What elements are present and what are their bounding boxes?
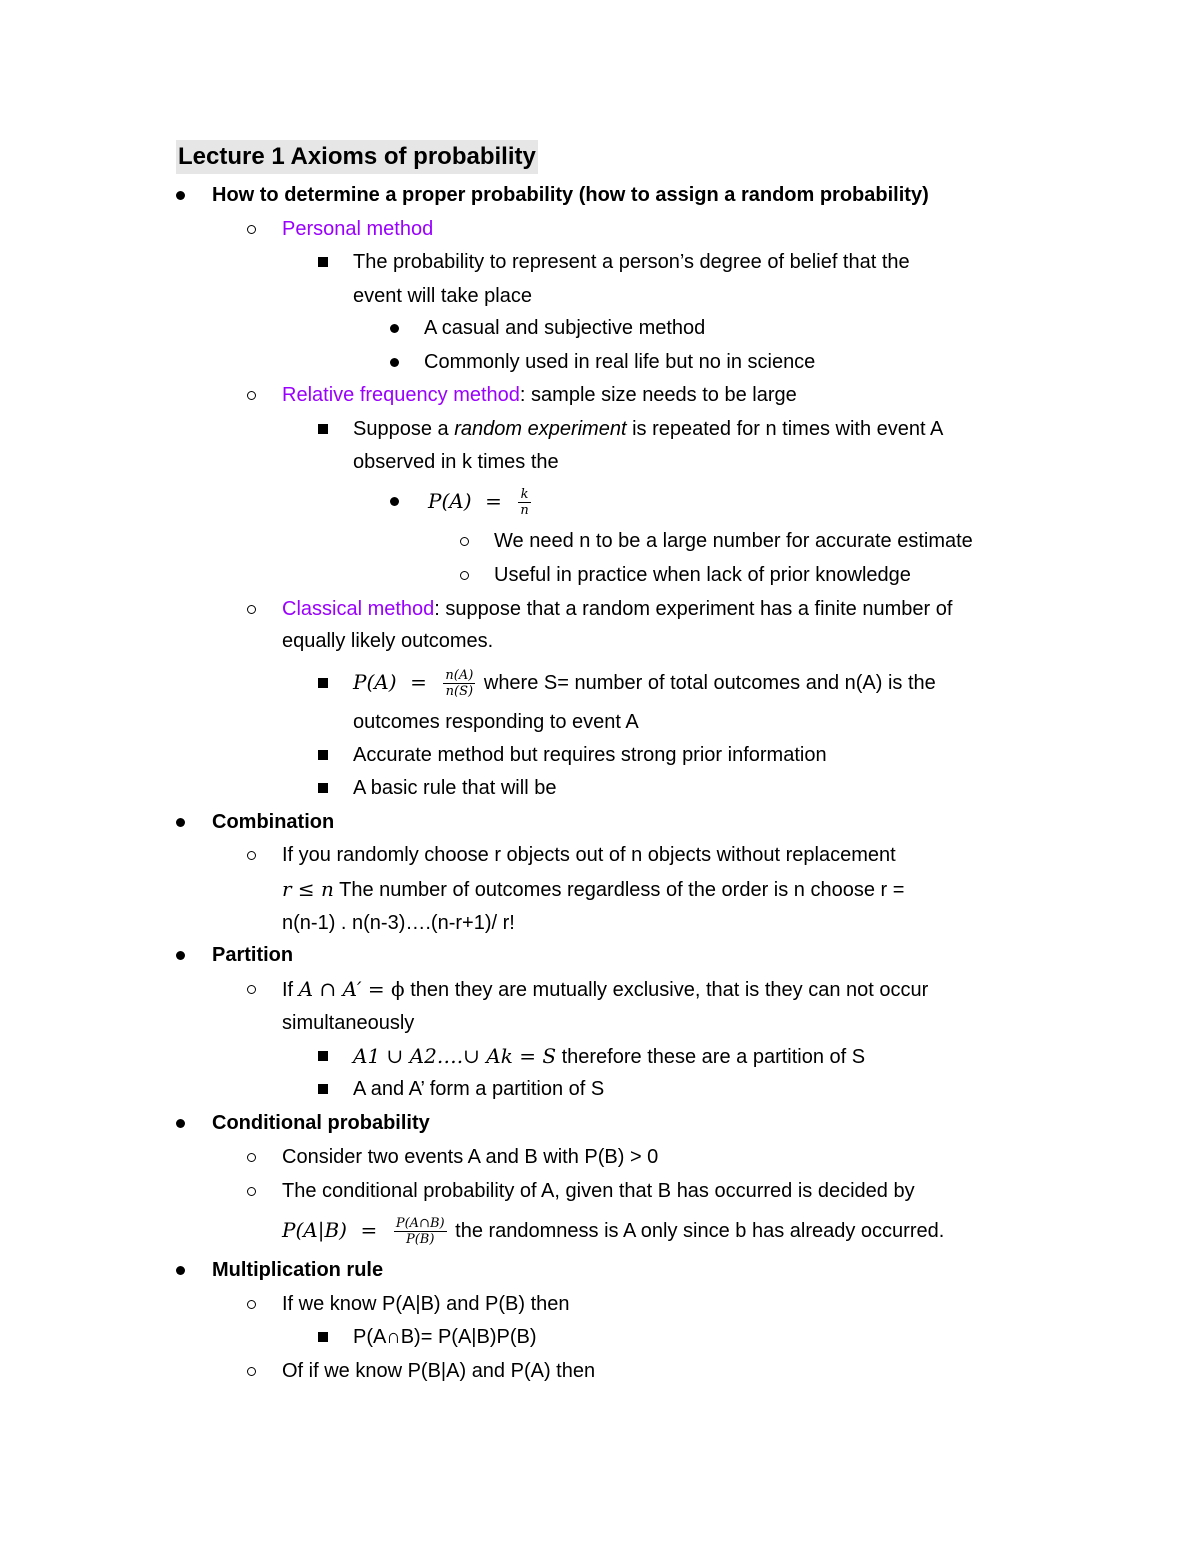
classical-method-rest: : suppose that a random experiment has a finite number of — [434, 598, 953, 620]
fraction-numerator: k — [518, 487, 530, 503]
relative-note2: Useful in practice when lack of prior knowledge — [494, 564, 911, 586]
bullet-circle — [247, 596, 256, 622]
relative-desc-text-a: Suppose a — [353, 418, 455, 440]
combination-math: r ≤ n — [282, 877, 334, 901]
personal-desc-line2: event will take place — [353, 285, 532, 307]
classical-method-line2: equally likely outcomes. — [282, 630, 494, 652]
relative-method-label: Relative frequency method — [282, 384, 520, 406]
classical-formula-text: where S= number of total outcomes and n(A) is the — [478, 672, 936, 694]
classical-formula-line2: outcomes responding to event A — [353, 711, 639, 733]
formula-lhs: P(A) — [353, 670, 397, 694]
section-heading-proper-probability: How to determine a proper probability (how to assign a random probability) — [212, 184, 929, 206]
bullet-circle — [460, 528, 469, 554]
bullet-circle — [247, 1178, 256, 1204]
conditional-item1: Consider two events A and B with P(B) > 0 — [282, 1146, 659, 1168]
partition-line1 — [282, 976, 928, 1003]
page-title: Lecture 1 Axioms of probability — [176, 140, 538, 174]
personal-sub2: Commonly used in real life but no in science — [424, 351, 816, 373]
bullet-square — [318, 1043, 328, 1069]
relative-formula — [428, 480, 534, 523]
classical-formula-line — [353, 661, 936, 704]
multiplication-item2: Of if we know P(B|A) and P(A) then — [282, 1360, 596, 1382]
bullet-circle — [247, 842, 256, 868]
fraction-numerator: n(A) — [445, 668, 474, 684]
bullet-disc — [176, 1257, 185, 1283]
relative-method-line — [282, 382, 797, 408]
classical-item3: A basic rule that will be — [353, 777, 557, 799]
fraction-denominator: P(B) — [405, 1232, 435, 1248]
classical-method-label: Classical method — [282, 598, 435, 620]
bullet-square — [318, 249, 328, 275]
formula-fraction — [518, 487, 530, 518]
multiplication-item1: If we know P(A|B) and P(B) then — [282, 1293, 570, 1315]
conditional-item2: The conditional probability of A, given that B has occurred is decided by — [282, 1180, 915, 1202]
relative-desc-line1 — [353, 416, 943, 442]
fraction-denominator: n — [520, 503, 529, 519]
bullet-circle — [247, 1358, 256, 1384]
section-heading-partition: Partition — [212, 944, 294, 966]
personal-sub1: A casual and subjective method — [424, 317, 706, 339]
partition-line2: simultaneously — [282, 1012, 415, 1034]
combination-line1: If you randomly choose r objects out of n objects without replacement — [282, 844, 896, 866]
conditional-formula-line — [282, 1208, 944, 1253]
partition-item2: A and A’ form a partition of S — [353, 1078, 605, 1100]
formula-lhs: P(A) — [428, 489, 472, 513]
formula-equals: = — [485, 489, 502, 513]
bullet-disc — [176, 1110, 185, 1136]
partition-item1-rest: therefore these are a partition of S — [556, 1046, 866, 1068]
bullet-circle — [247, 382, 256, 408]
bullet-disc — [390, 349, 399, 375]
relative-desc-line2: observed in k times the — [353, 451, 559, 473]
bullet-circle — [247, 1144, 256, 1170]
fraction-denominator: n(S) — [445, 684, 474, 700]
formula-fraction — [394, 1216, 447, 1247]
conditional-formula-text: the randomness is A only since b has already occurred. — [449, 1220, 945, 1242]
personal-desc-line1: The probability to represent a person’s degree of belief that the — [353, 251, 910, 273]
bullet-square — [318, 1324, 328, 1350]
combination-line2 — [282, 876, 904, 903]
bullet-square — [318, 670, 328, 696]
bullet-square — [318, 742, 328, 768]
section-heading-combination: Combination — [212, 811, 335, 833]
partition-line1-rest: then they are mutually exclusive, that is they can not occur — [404, 979, 929, 1001]
classical-item2: Accurate method but requires strong prior information — [353, 744, 827, 766]
partition-phi: ϕ — [384, 977, 405, 1001]
bullet-circle — [247, 216, 256, 242]
bullet-disc — [176, 942, 185, 968]
bullet-square — [318, 775, 328, 801]
formula-fraction — [443, 668, 475, 699]
formula-lhs: P(A|B) — [282, 1218, 347, 1242]
bullet-circle — [247, 1291, 256, 1317]
combination-text: The number of outcomes regardless of the order is n choose r = — [333, 879, 905, 901]
bullet-disc — [176, 182, 185, 208]
relative-desc-italic: random experiment — [454, 418, 627, 440]
relative-method-rest: : sample size needs to be large — [519, 384, 797, 406]
partition-item1 — [353, 1043, 865, 1070]
multiplication-item1-sub: P(A∩B)= P(A|B)P(B) — [353, 1326, 537, 1348]
bullet-disc — [390, 488, 399, 514]
bullet-disc — [176, 809, 185, 835]
partition-math: A ∩ A′ = — [298, 977, 385, 1001]
bullet-circle — [460, 562, 469, 588]
relative-desc-text-b: is repeated for n times with event A — [626, 418, 944, 440]
combination-line3: n(n-1) . n(n-3)….(n-r+1)/ r! — [282, 912, 515, 934]
bullet-square — [318, 1076, 328, 1102]
section-heading-multiplication: Multiplication rule — [212, 1259, 384, 1281]
formula-equals: = — [410, 670, 427, 694]
section-heading-conditional: Conditional probability — [212, 1112, 430, 1134]
fraction-numerator: P(A∩B) — [395, 1216, 445, 1232]
bullet-square — [318, 416, 328, 442]
personal-method-label: Personal method — [282, 218, 434, 240]
classical-method-line — [282, 596, 952, 622]
partition-if: If — [282, 979, 299, 1001]
bullet-circle — [247, 976, 256, 1002]
formula-equals: = — [360, 1218, 378, 1242]
bullet-disc — [390, 315, 399, 341]
partition-item1-math: A1 ∪ A2….∪ Ak = S — [353, 1044, 557, 1068]
relative-note1: We need n to be a large number for accurate estimate — [494, 530, 973, 552]
